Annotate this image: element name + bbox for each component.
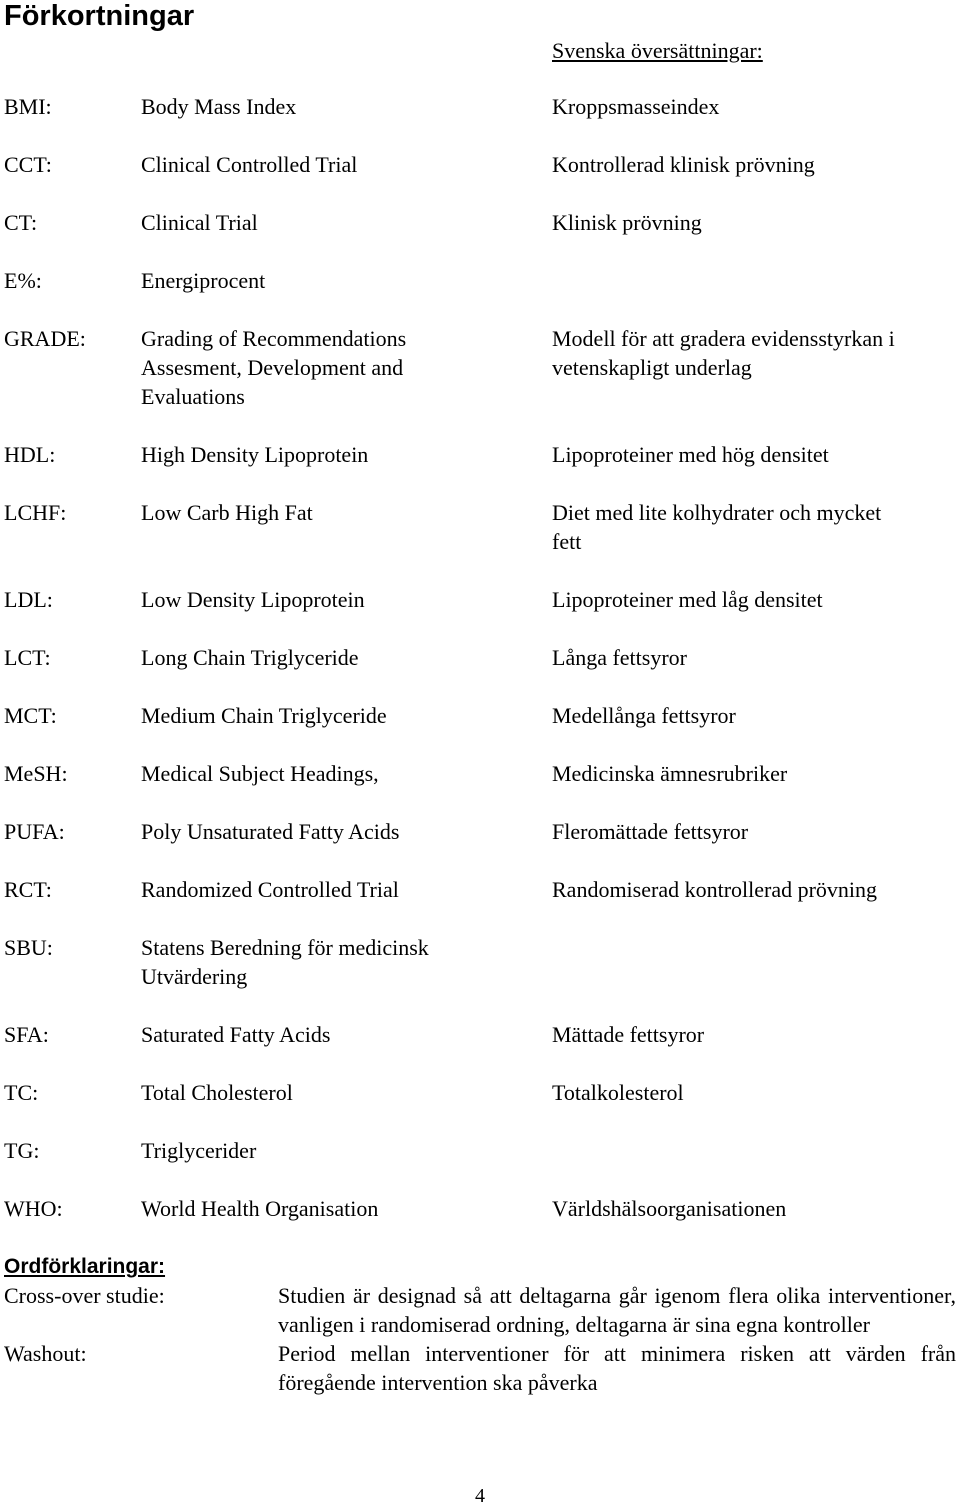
abbreviation: CT:: [4, 210, 38, 235]
english-expansion: Energiprocent: [141, 268, 266, 293]
swedish-translation: Lipoproteiner med låg densitet: [552, 587, 823, 612]
abbreviation: GRADE:: [4, 326, 86, 351]
abbreviation-row: [0, 150, 960, 179]
english-expansion: Clinical Controlled Trial: [141, 152, 358, 177]
swedish-translation: Medicinska ämnesrubriker: [552, 761, 788, 786]
swedish-translation: Diet med lite kolhydrater och mycket fett: [552, 500, 882, 554]
abbreviation-list: [0, 92, 960, 1252]
english-expansion: Medical Subject Headings,: [141, 761, 379, 786]
english-expansion: Total Cholesterol: [141, 1080, 293, 1105]
english-expansion: World Health Organisation: [141, 1196, 379, 1221]
english-expansion: Grading of Recommendations Assesment, Development and Evaluations: [141, 326, 407, 409]
abbreviation: WHO:: [4, 1196, 63, 1221]
abbreviation-row: [0, 1194, 960, 1223]
abbreviation-row: [0, 440, 960, 469]
abbreviation: SBU:: [4, 935, 53, 960]
abbreviation-row: [0, 875, 960, 904]
swedish-translation: Modell för att gradera evidensstyrkan i vetenskapligt underlag: [552, 326, 895, 380]
glossary-list: [0, 1281, 960, 1397]
abbreviation: RCT:: [4, 877, 52, 902]
abbreviation-row: [0, 92, 960, 121]
abbreviation: MCT:: [4, 703, 57, 728]
glossary-definition: Studien är designad så att deltagarna går igenom flera olika interventioner, vanligen i randomiserad ordning, deltagarna är sina egna kontroller: [278, 1283, 956, 1337]
swedish-translation: Randomiserad kontrollerad prövning: [552, 877, 878, 902]
glossary-item: [0, 1281, 960, 1339]
abbreviation: TC:: [4, 1080, 39, 1105]
swedish-translation: [552, 1136, 960, 1165]
abbreviation: E%:: [4, 268, 42, 293]
abbreviation-row: [0, 1136, 960, 1165]
english-expansion: Low Density Lipoprotein: [141, 587, 365, 612]
english-expansion: Body Mass Index: [141, 94, 297, 119]
english-expansion: Low Carb High Fat: [141, 500, 313, 525]
abbreviation-row: [0, 1020, 960, 1049]
abbreviation-row: [0, 701, 960, 730]
glossary-item: [0, 1339, 960, 1397]
swedish-translation: Totalkolesterol: [552, 1080, 684, 1105]
glossary-term: Washout:: [4, 1341, 87, 1366]
english-expansion: Long Chain Triglyceride: [141, 645, 359, 670]
abbreviation-row: [0, 585, 960, 614]
abbreviation: BMI:: [4, 94, 52, 119]
english-expansion: High Density Lipoprotein: [141, 442, 369, 467]
english-expansion: Triglycerider: [141, 1138, 257, 1163]
swedish-translation: Medellånga fettsyror: [552, 703, 736, 728]
swedish-translation: Kroppsmasseindex: [552, 94, 720, 119]
abbreviation: LCHF:: [4, 500, 67, 525]
swedish-translation: Mättade fettsyror: [552, 1022, 705, 1047]
page-number: 4: [475, 1485, 485, 1507]
swedish-translation: [552, 933, 960, 991]
swedish-translation: Fleromättade fettsyror: [552, 819, 749, 844]
abbreviation-row: [0, 324, 960, 411]
swedish-translation: Kontrollerad klinisk prövning: [552, 152, 815, 177]
abbreviation: MeSH:: [4, 761, 68, 786]
abbreviation: LDL:: [4, 587, 53, 612]
english-expansion: Poly Unsaturated Fatty Acids: [141, 819, 400, 844]
abbreviation: HDL:: [4, 442, 56, 467]
abbreviation-row: [0, 498, 960, 556]
glossary-definition: Period mellan interventioner för att minimera risken att värden från föregående intervention ska påverka: [278, 1341, 956, 1395]
abbreviation-row: [0, 208, 960, 237]
glossary-heading: Ordförklaringar:: [4, 1255, 166, 1278]
abbreviation: SFA:: [4, 1022, 49, 1047]
abbreviation-row: [0, 266, 960, 295]
abbreviation: CCT:: [4, 152, 52, 177]
abbreviation-row: [0, 1078, 960, 1107]
abbreviation-row: [0, 643, 960, 672]
english-expansion: Saturated Fatty Acids: [141, 1022, 331, 1047]
abbreviation: TG:: [4, 1138, 40, 1163]
abbreviation-row: [0, 933, 960, 991]
abbreviation: PUFA:: [4, 819, 65, 844]
swedish-translation: [552, 266, 960, 295]
page-title: Förkortningar: [4, 0, 195, 32]
english-expansion: Randomized Controlled Trial: [141, 877, 399, 902]
swedish-translation: Lipoproteiner med hög densitet: [552, 442, 829, 467]
abbreviation-row: [0, 759, 960, 788]
swedish-translation: Klinisk prövning: [552, 210, 702, 235]
english-expansion: Medium Chain Triglyceride: [141, 703, 387, 728]
glossary-term: Cross-over studie:: [4, 1283, 165, 1308]
swedish-translation: Långa fettsyror: [552, 645, 687, 670]
abbreviation: LCT:: [4, 645, 51, 670]
english-expansion: Statens Beredning för medicinsk Utvärdering: [141, 935, 429, 989]
swedish-translation: Världshälsoorganisationen: [552, 1196, 787, 1221]
abbreviation-row: [0, 817, 960, 846]
translations-subheading: Svenska översättningar:: [552, 38, 763, 63]
english-expansion: Clinical Trial: [141, 210, 258, 235]
